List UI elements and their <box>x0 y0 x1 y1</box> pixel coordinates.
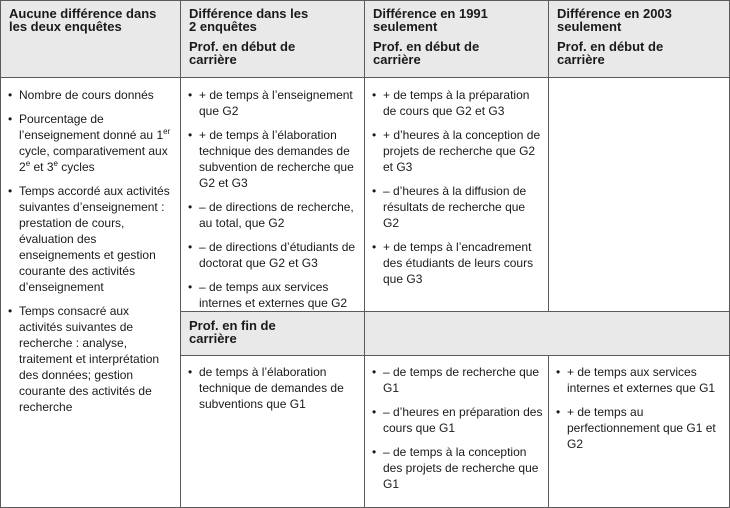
divider <box>181 311 729 312</box>
list-item: • – de temps de recherche que G1 <box>371 364 543 396</box>
col2-debut-body <box>187 87 359 319</box>
list-item: • – d’heures en préparation des cours que G1 <box>371 404 543 436</box>
list-item: • Temps accordé aux activités suivantes d’enseignement : prestation de cours, évaluation des enseignements et gestion courante des activités d’enseignement <box>7 183 175 295</box>
divider <box>548 1 549 311</box>
list-item: • – de temps à la conception des projets de recherche que G1 <box>371 444 543 492</box>
header-col4-subtitle: Prof. en début de carrière <box>557 39 664 67</box>
list-item: • + de temps à l’encadrement des étudiants de leurs cours que G3 <box>371 239 543 287</box>
col1-body <box>7 87 175 423</box>
divider <box>181 355 729 356</box>
list-item: • + de temps aux services internes et externes que G1 <box>555 364 725 396</box>
list-item: • de temps à l’élaboration technique de demandes de subventions que G1 <box>187 364 359 412</box>
list-item: • – d’heures à la diffusion de résultats de recherche que G2 <box>371 183 543 231</box>
fin-header-title: Prof. en fin de carrière <box>189 318 276 346</box>
header-col-2003-only <box>549 1 729 77</box>
col3-debut-body <box>371 87 543 295</box>
col1-list <box>7 87 175 415</box>
header-col4-title: Différence en 2003 seulement <box>557 6 672 34</box>
header-col1-title: Aucune différence dans les deux enquêtes <box>9 6 157 34</box>
list-item: • + de temps à l’enseignement que G2 <box>187 87 359 119</box>
fin-header-band <box>181 311 729 355</box>
divider <box>548 355 549 507</box>
header-col2-title: Différence dans les 2 enquêtes <box>189 6 309 34</box>
list-item: • – de directions de recherche, au total, que G2 <box>187 199 359 231</box>
col3-fin-body <box>371 364 543 500</box>
header-col2-subtitle: Prof. en début de carrière <box>189 39 296 67</box>
list-item: • + de temps à la préparation de cours que G2 et G3 <box>371 87 543 119</box>
header-col3-title: Différence en 1991 seulement <box>373 6 488 34</box>
list-item: • – de temps aux services internes et externes que G2 <box>187 279 359 311</box>
col2-fin-body <box>187 364 359 420</box>
list-item: • Pourcentage de l’enseignement donné au 1er cycle, comparativement aux 2e et 3e cycles <box>7 111 175 175</box>
header-col-both-surveys <box>181 1 364 77</box>
list-item: • + d’heures à la conception de projets de recherche que G2 et G3 <box>371 127 543 175</box>
header-col-no-difference <box>1 1 180 77</box>
list-item: • Nombre de cours donnés <box>7 87 175 103</box>
col3-fin-list <box>371 364 543 492</box>
col3-debut-list <box>371 87 543 287</box>
list-item: • Temps consacré aux activités suivantes de recherche : analyse, traitement et interprétation des données; gestion courante des activités de recherche <box>7 303 175 415</box>
list-item: • + de temps au perfectionnement que G1 et G2 <box>555 404 725 452</box>
divider <box>1 77 729 78</box>
header-col-1991-only <box>365 1 548 77</box>
col2-fin-list <box>187 364 359 412</box>
col2-debut-list <box>187 87 359 311</box>
header-col3-subtitle: Prof. en début de carrière <box>373 39 480 67</box>
list-item: • + de temps à l’élaboration technique des demandes de subvention de recherche que G2 et G3 <box>187 127 359 191</box>
list-item: • – de directions d’étudiants de doctorat que G2 et G3 <box>187 239 359 271</box>
col4-fin-body <box>555 364 725 460</box>
col4-fin-list <box>555 364 725 452</box>
